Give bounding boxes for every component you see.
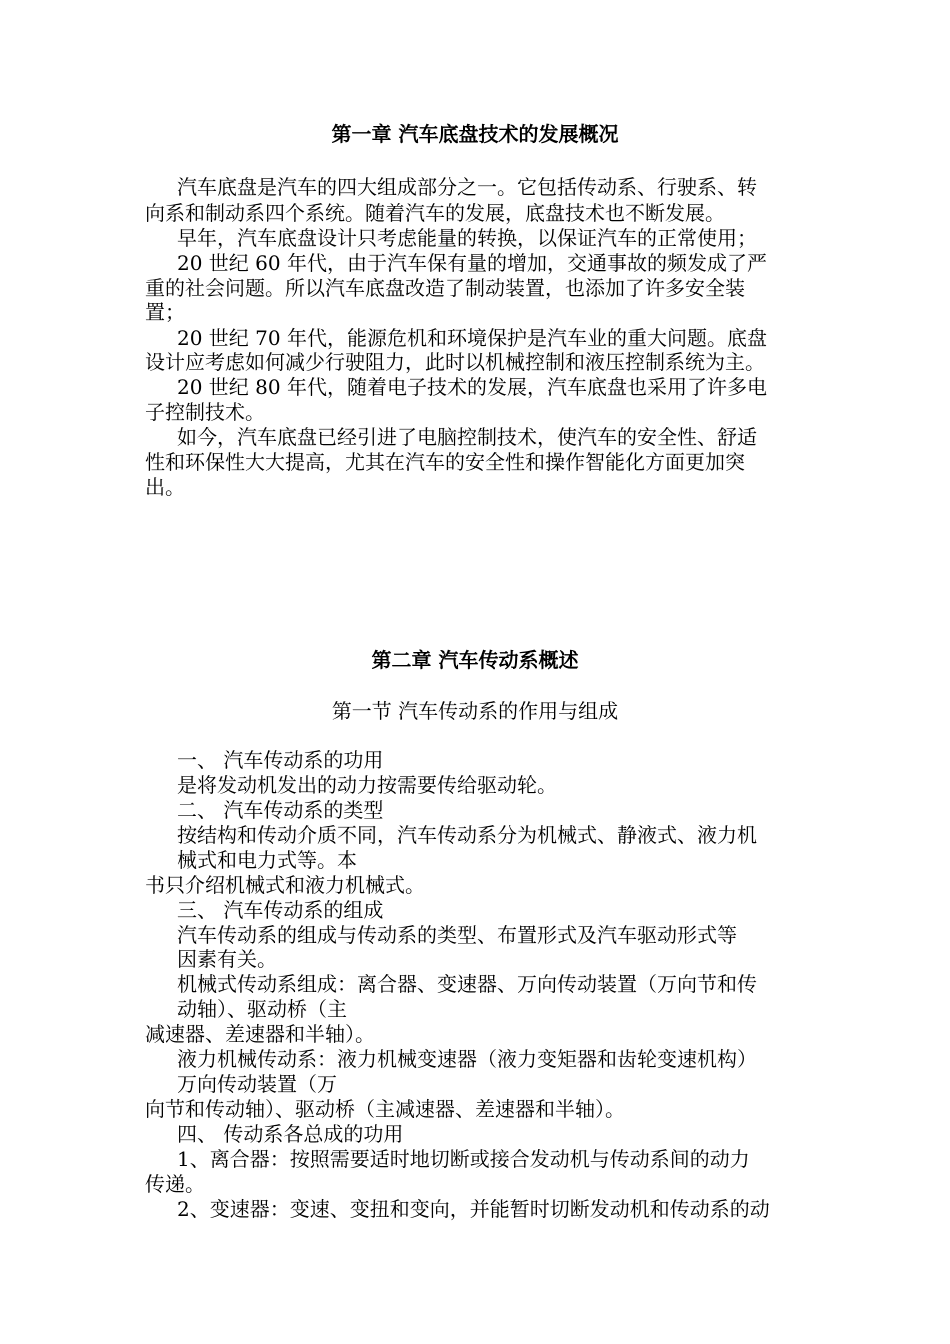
chapter2-line: 减速器、差速器和半轴）。 (145, 1022, 375, 1046)
chapter2-heading: 二、 汽车传动系的类型 (177, 798, 384, 822)
chapter2-line: 液力机械传动系：液力机械变速器（液力变矩器和齿轮变速机构） (177, 1047, 757, 1071)
chapter2-line: 动轴）、驱动桥（主 (177, 997, 347, 1021)
chapter1-line: 20 世纪 60 年代，由于汽车保有量的增加，交通事故的频发成了严 (177, 251, 767, 275)
chapter2-heading: 四、 传动系各总成的功用 (177, 1122, 404, 1146)
chapter1-line: 早年，汽车底盘设计只考虑能量的转换，以保证汽车的正常使用； (177, 226, 757, 250)
chapter1-line: 出。 (145, 475, 185, 499)
chapter1-title: 第一章 汽车底盘技术的发展概况 (331, 122, 619, 146)
chapter1-line: 20 世纪 70 年代，能源危机和环境保护是汽车业的重大问题。底盘 (177, 326, 767, 350)
section-title: 第一节 汽车传动系的作用与组成 (331, 699, 619, 723)
chapter2-line: 械式和电力式等。本 (177, 848, 357, 872)
chapter2-heading: 三、 汽车传动系的组成 (177, 898, 384, 922)
chapter1-line: 如今，汽车底盘已经引进了电脑控制技术，使汽车的安全性、舒适 (177, 425, 757, 449)
chapter1-line: 20 世纪 80 年代，随着电子技术的发展，汽车底盘也采用了许多电 (177, 375, 767, 399)
chapter1-line: 汽车底盘是汽车的四大组成部分之一。它包括传动系、行驶系、转 (177, 175, 757, 199)
chapter2-line: 2、变速器：变速、变扭和变向，并能暂时切断发动机和传动系的动 (177, 1197, 770, 1221)
chapter2-line: 因素有关。 (177, 947, 277, 971)
chapter1-line: 向系和制动系四个系统。随着汽车的发展，底盘技术也不断发展。 (145, 201, 725, 225)
chapter2-title: 第二章 汽车传动系概述 (371, 648, 579, 672)
chapter1-line: 重的社会问题。所以汽车底盘改造了制动装置，也添加了许多安全装 (145, 276, 745, 300)
chapter2-line: 按结构和传动介质不同，汽车传动系分为机械式、静液式、液力机 (177, 823, 757, 847)
chapter1-line: 性和环保性大大提高，尤其在汽车的安全性和操作智能化方面更加突 (145, 450, 745, 474)
chapter1-line: 设计应考虑如何减少行驶阻力，此时以机械控制和液压控制系统为主。 (145, 350, 765, 374)
chapter1-line: 子控制技术。 (145, 400, 265, 424)
chapter2-line: 万向传动装置（万 (177, 1072, 337, 1096)
chapter2-line: 是将发动机发出的动力按需要传给驱动轮。 (177, 773, 557, 797)
chapter2-line: 书只介绍机械式和液力机械式。 (145, 873, 425, 897)
chapter2-line: 汽车传动系的组成与传动系的类型、布置形式及汽车驱动形式等 (177, 923, 737, 947)
chapter2-line: 向节和传动轴）、驱动桥（主减速器、差速器和半轴）。 (145, 1097, 625, 1121)
chapter2-line: 机械式传动系组成：离合器、变速器、万向传动装置（万向节和传 (177, 972, 757, 996)
chapter2-line: 传递。 (145, 1172, 205, 1196)
chapter1-line: 置； (145, 300, 185, 324)
chapter2-heading: 一、 汽车传动系的功用 (177, 748, 384, 772)
chapter2-line: 1、离合器：按照需要适时地切断或接合发动机与传动系间的动力 (177, 1147, 750, 1171)
